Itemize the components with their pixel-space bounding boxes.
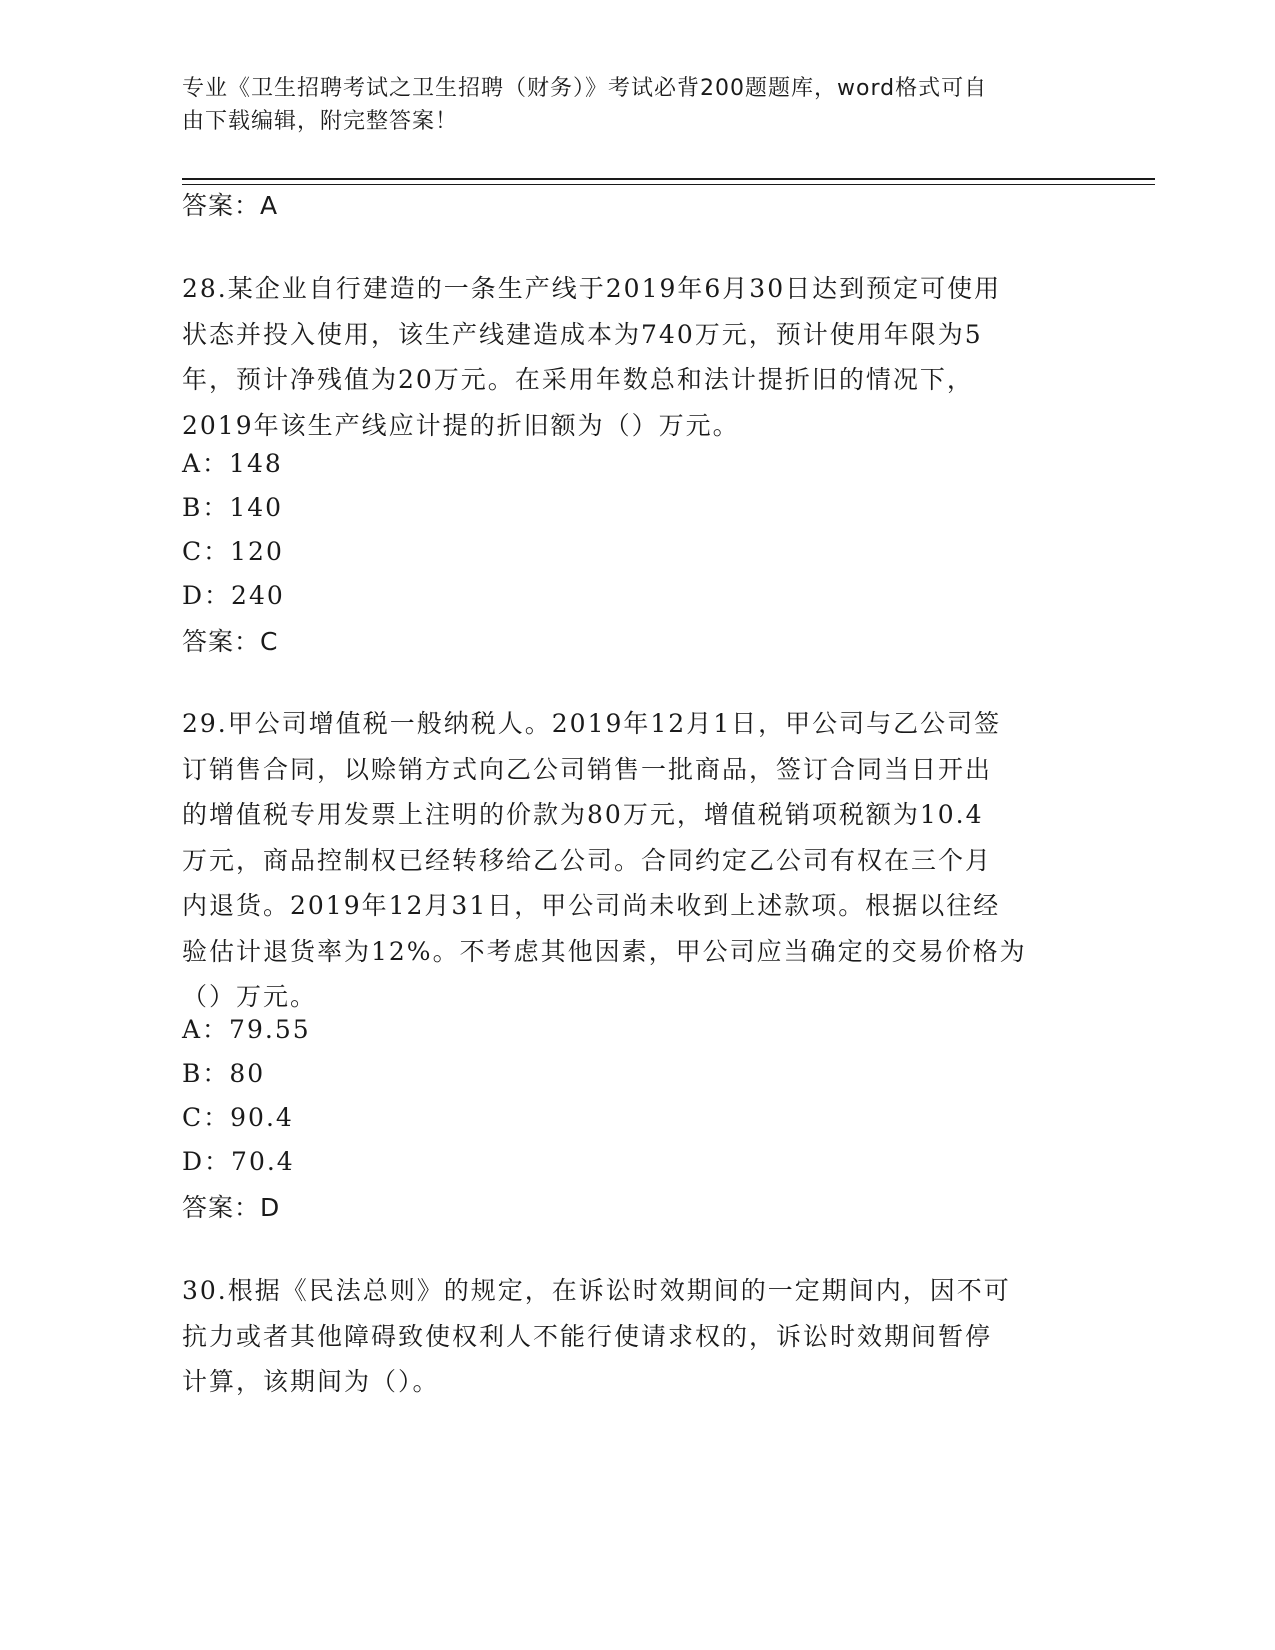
question-29-option-a: A：79.55: [182, 1015, 311, 1044]
question-28-line: 状态并投入使用，该生产线建造成本为740万元，预计使用年限为5: [182, 319, 983, 349]
question-29-option-c: C：90.4: [182, 1103, 294, 1132]
question-28-answer: 答案：C: [182, 627, 279, 656]
question-28-line: 28.某企业自行建造的一条生产线于2019年6月30日达到预定可使用: [182, 274, 1002, 303]
question-29-line: 的增值税专用发票上注明的价款为80万元，增值税销项税额为10.4: [182, 800, 984, 829]
document-header: [182, 72, 1062, 138]
question-29-line: 内退货。2019年12月31日，甲公司尚未收到上述款项。根据以往经: [182, 891, 1001, 920]
question-29-line: 订销售合同，以赊销方式向乙公司销售一批商品，签订合同当日开出: [182, 754, 993, 784]
question-30-line: 抗力或者其他障碍致使权利人不能行使请求权的，诉讼时效期间暂停: [182, 1321, 993, 1351]
previous-answer: 答案：A: [182, 191, 279, 220]
question-28-option-b: B：140: [182, 493, 284, 522]
question-28-line: 2019年该生产线应计提的折旧额为（）万元。: [182, 410, 740, 440]
question-29-line: （）万元。: [182, 982, 318, 1011]
question-28-option-c: C：120: [182, 537, 284, 566]
question-28-line: 年，预计净残值为20万元。在采用年数总和法计提折旧的情况下，: [182, 365, 974, 394]
question-29: [182, 701, 1102, 1020]
question-28: [182, 266, 1102, 448]
header-line-2: 由下载编辑，附完整答案！: [182, 109, 459, 134]
question-29-line: 验估计退货率为12%。不考虑其他因素，甲公司应当确定的交易价格为: [182, 936, 1027, 966]
question-29-line: 万元，商品控制权已经转移给乙公司。合同约定乙公司有权在三个月: [182, 845, 993, 875]
header-divider-thick: [182, 178, 1155, 180]
question-29-answer: 答案：D: [182, 1193, 281, 1222]
question-30-line: 计算，该期间为（）。: [182, 1367, 440, 1396]
question-30: [182, 1268, 1102, 1405]
question-29-line: 29.甲公司增值税一般纳税人。2019年12月1日，甲公司与乙公司签: [182, 709, 1002, 738]
header-line-1: 专业《卫生招聘考试之卫生招聘（财务）》考试必背200题题库，word格式可自: [182, 76, 988, 101]
question-28-option-a: A：148: [182, 449, 283, 478]
question-28-option-d: D：240: [182, 581, 285, 610]
question-29-option-b: B：80: [182, 1059, 266, 1088]
question-30-line: 30.根据《民法总则》的规定，在诉讼时效期间的一定期间内，因不可: [182, 1276, 1011, 1305]
question-29-option-d: D：70.4: [182, 1147, 295, 1176]
header-divider-thin: [182, 184, 1155, 185]
